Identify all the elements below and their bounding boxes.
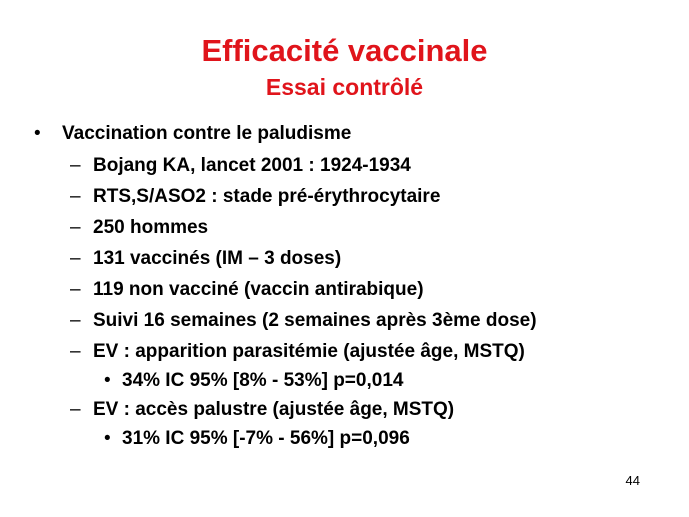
slide-title: Efficacité vaccinale: [201, 33, 488, 68]
dash-marker: –: [70, 399, 81, 420]
dash-marker: –: [70, 310, 81, 331]
list-item: 119 non vacciné (vaccin antirabique): [93, 279, 424, 300]
sub-bullet-marker: •: [104, 428, 111, 449]
page-number: 44: [625, 473, 640, 488]
sub-bullet-marker: •: [104, 370, 111, 391]
list-item: 34% IC 95% [8% - 53%] p=0,014: [122, 370, 404, 391]
list-item: EV : accès palustre (ajustée âge, MSTQ): [93, 399, 455, 420]
list-item: 131 vaccinés (IM – 3 doses): [93, 248, 342, 269]
dash-marker: –: [70, 341, 81, 362]
list-item: Suivi 16 semaines (2 semaines après 3ème dose): [93, 310, 537, 331]
dash-marker: –: [70, 248, 81, 269]
list-item: Bojang KA, lancet 2001 : 1924-1934: [93, 155, 411, 176]
bullet-marker: •: [34, 123, 41, 144]
dash-marker: –: [70, 155, 81, 176]
list-item: 250 hommes: [93, 217, 209, 238]
dash-marker: –: [70, 279, 81, 300]
dash-marker: –: [70, 217, 81, 238]
list-item: 31% IC 95% [-7% - 56%] p=0,096: [122, 428, 410, 449]
list-item: EV : apparition parasitémie (ajustée âge, MSTQ): [93, 341, 525, 362]
slide-subtitle: Essai contrôlé: [265, 74, 424, 100]
list-item: Vaccination contre le paludisme: [62, 123, 352, 144]
dash-marker: –: [70, 186, 81, 207]
list-item: RTS,S/ASO2 : stade pré-érythrocytaire: [93, 186, 441, 207]
